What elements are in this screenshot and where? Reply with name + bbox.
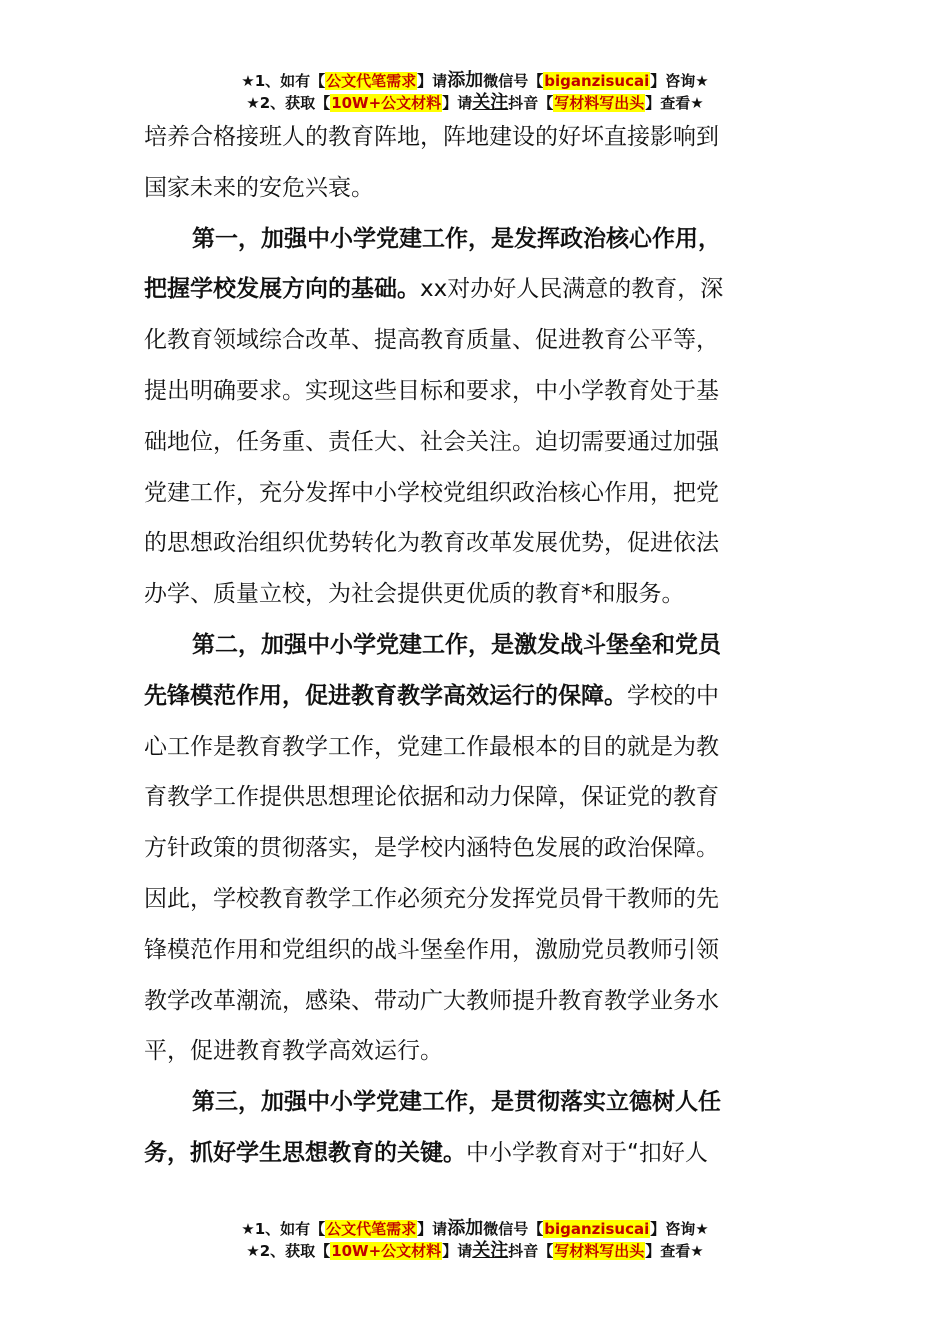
- banner-row-2: [0, 92, 950, 114]
- banner-emphasis: 添加: [447, 70, 484, 91]
- body-text: 党建工作，充分发挥中小学校党组织政治核心作用，把党: [144, 479, 719, 506]
- banner-text: 】查看★: [645, 94, 704, 112]
- banner-text: 】请: [417, 72, 448, 90]
- body-text: 中小学教育对于“扣好人: [466, 1139, 708, 1166]
- body-text: 础地位，任务重、责任大、社会关注。迫切需要通过加强: [144, 428, 719, 455]
- text-line: [144, 315, 804, 366]
- text-line: [144, 417, 804, 468]
- text-line: [144, 569, 804, 620]
- banner-highlight: biganzisucai: [544, 72, 650, 90]
- body-text: 的思想政治组织优势转化为教育改革发展优势，促进依法: [144, 530, 719, 557]
- bold-heading-text: 把握学校发展方向的基础。: [144, 276, 420, 303]
- bold-heading-text: 务，抓好学生思想教育的关键。: [144, 1139, 466, 1166]
- banner-highlight: 写材料写出头: [554, 1242, 645, 1260]
- banner-emphasis: 添加: [447, 1218, 484, 1239]
- banner-text: 】咨询★: [650, 1220, 709, 1238]
- text-line: [144, 214, 804, 265]
- banner-text: 】请: [417, 1220, 448, 1238]
- body-text: 化教育领域综合改革、提高教育质量、促进教育公平等，: [144, 327, 719, 354]
- banner-highlight: biganzisucai: [544, 1220, 650, 1238]
- banner-highlight: 公文代笔需求: [326, 1220, 417, 1238]
- banner-row-1: [0, 1218, 950, 1240]
- banner-emphasis: 关注: [472, 1240, 509, 1261]
- body-text: 锋模范作用和党组织的战斗堡垒作用，激励党员教师引领: [144, 936, 719, 963]
- body-text: 国家未来的安危兴衰。: [144, 174, 374, 201]
- body-text: 办学、质量立校，为社会提供更优质的教育*和服务。: [144, 581, 685, 608]
- banner-highlight: 写材料写出头: [554, 94, 645, 112]
- text-line: [144, 925, 804, 976]
- banner-highlight: 10W+公文材料: [331, 1242, 442, 1260]
- banner-text: 抖音【: [508, 1242, 554, 1260]
- text-line: [144, 163, 804, 214]
- body-text: 培养合格接班人的教育阵地，阵地建设的好坏直接影响到: [144, 124, 719, 150]
- banner-highlight: 公文代笔需求: [326, 72, 417, 90]
- banner-text: 微信号【: [483, 1220, 544, 1238]
- bold-heading-text: 第一，加强中小学党建工作，是发挥政治核心作用，: [192, 225, 721, 252]
- text-line: [144, 518, 804, 569]
- banner-text: 抖音【: [508, 94, 554, 112]
- text-line: [144, 976, 804, 1027]
- banner-text: 】请: [442, 1242, 473, 1260]
- banner-text: 】咨询★: [650, 72, 709, 90]
- banner-highlight: 10W+公文材料: [331, 94, 442, 112]
- text-line: [144, 366, 804, 417]
- footer-banner: [0, 1218, 950, 1262]
- text-line: [144, 823, 804, 874]
- banner-text: 微信号【: [483, 72, 544, 90]
- text-line: [144, 1077, 804, 1128]
- body-text: 学校的中: [627, 682, 719, 709]
- banner-text: ★2、获取【: [246, 1242, 331, 1260]
- body-text: 教学改革潮流，感染、带动广大教师提升教育教学业务水: [144, 987, 719, 1014]
- bold-heading-text: 第三，加强中小学党建工作，是贯彻落实立德树人任: [192, 1089, 721, 1116]
- banner-text: ★2、获取【: [246, 94, 331, 112]
- text-line: [144, 874, 804, 925]
- text-line: [144, 264, 804, 315]
- banner-row-1: [0, 70, 950, 92]
- body-text: 因此，学校教育教学工作必须充分发挥党员骨干教师的先: [144, 885, 719, 912]
- text-line: [144, 620, 804, 671]
- bold-heading-text: 第二，加强中小学党建工作，是激发战斗堡垒和党员: [192, 631, 721, 658]
- header-banner: [0, 70, 950, 114]
- text-line: [144, 1128, 804, 1179]
- body-text: xx对办好人民满意的教育，深: [420, 276, 724, 303]
- document-body: [144, 112, 804, 1179]
- body-text: 方针政策的贯彻落实，是学校内涵特色发展的政治保障。: [144, 835, 719, 862]
- text-line: [144, 468, 804, 519]
- text-line: [144, 112, 804, 163]
- text-line: [144, 772, 804, 823]
- banner-emphasis: 关注: [472, 92, 509, 113]
- body-text: 提出明确要求。实现这些目标和要求，中小学教育处于基: [144, 377, 719, 404]
- banner-row-2: [0, 1240, 950, 1262]
- body-text: 心工作是教育教学工作，党建工作最根本的目的就是为教: [144, 733, 719, 760]
- banner-text: ★1、如有【: [241, 72, 326, 90]
- body-text: 育教学工作提供思想理论依据和动力保障，保证党的教育: [144, 784, 719, 811]
- text-line: [144, 1026, 804, 1077]
- text-line: [144, 671, 804, 722]
- bold-heading-text: 先锋模范作用，促进教育教学高效运行的保障。: [144, 682, 627, 709]
- banner-text: 】查看★: [645, 1242, 704, 1260]
- text-line: [144, 722, 804, 773]
- banner-text: ★1、如有【: [241, 1220, 326, 1238]
- banner-text: 】请: [442, 94, 473, 112]
- body-text: 平，促进教育教学高效运行。: [144, 1038, 443, 1065]
